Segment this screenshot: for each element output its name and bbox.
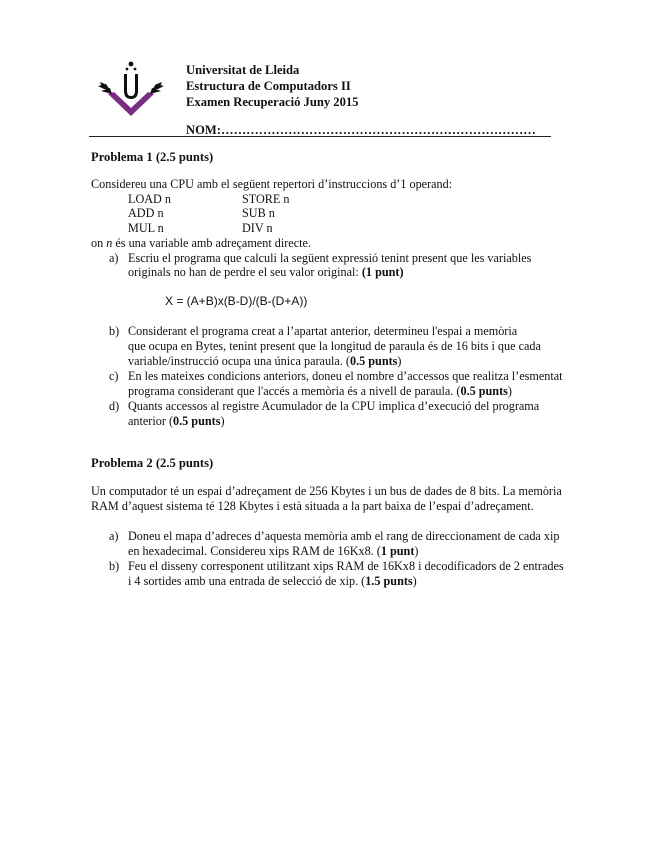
p1-b-line1: Considerant el programa creat a l’apartat anterior, determineu l'espai a memòria [128,324,518,338]
p1-b-line3: variable/instrucció ocupa una única paraula. (0.5 punts) [128,354,402,368]
p2-a-line2: en hexadecimal. Considereu xips RAM de 16Kx8. (1 punt) [128,544,419,558]
header-divider [89,136,551,137]
p2-b-line1: Feu el disseny corresponent utilitzant xips RAM de 16Kx8 i decodificadors de 2 entrades [128,559,564,573]
instruction-add: ADD n [128,206,164,220]
university-logo [96,60,166,120]
p1-c-line2: programa considerant que l'accés a memòria és a nivell de paraula. (0.5 punts) [128,384,512,398]
exam-title: Examen Recuperació Juny 2015 [186,95,359,109]
p1-c-line1: En les mateixes condicions anteriors, doneu el nombre d’accessos que realitza l’esmentat [128,369,563,383]
p2-b-marker: b) [109,559,120,573]
p1-a-marker: a) [109,251,119,265]
p1-d-line2: anterior (0.5 punts) [128,414,225,428]
p2-b-line2: i 4 sortides amb una entrada de selecció de xip. (1.5 punts) [128,574,417,588]
course-name: Estructura de Computadors II [186,79,351,93]
p1-d-marker: d) [109,399,120,413]
instruction-mul: MUL n [128,221,164,235]
p1-b-marker: b) [109,324,120,338]
name-field: NOM:………………………………………………………………… [186,123,536,137]
p2-a-line1: Doneu el mapa d’adreces d’aquesta memòria amb el rang de direccionament de cada xip [128,529,560,543]
problem2-intro1: Un computador té un espai d’adreçament de 256 Kbytes i un bus de dades de 8 bits. La memòria [91,484,562,498]
instruction-load: LOAD n [128,192,171,206]
operand-note: on n és una variable amb adreçament directe. [91,236,311,250]
p1-d-line1: Quants accessos al registre Acumulador de la CPU implica d’execució del programa [128,399,540,413]
university-name: Universitat de Lleida [186,63,300,77]
problem1-intro: Considereu una CPU amb el següent repertori d’instruccions d’1 operand: [91,177,453,191]
expression: X = (A+B)x(B-D)/(B-(D+A)) [165,294,308,308]
problem2-intro2: RAM d’aquest sistema té 128 Kbytes i està situada a la part baixa de l’espai d’adreçament. [91,499,534,513]
p2-a-marker: a) [109,529,119,543]
p1-b-line2: que ocupa en Bytes, tenint present que la longitud de paraula és de 16 bits i que cada [128,339,541,353]
p1-a-line1: Escriu el programa que calculi la següent expressió tenint present que les variables [128,251,532,265]
problem1-title: Problema 1 (2.5 punts) [91,150,214,164]
problem2-title: Problema 2 (2.5 punts) [91,456,214,470]
instruction-div: DIV n [242,221,273,235]
p1-a-line2: originals no han de perdre el seu valor original: (1 punt) [128,265,404,279]
p1-c-marker: c) [109,369,119,383]
instruction-store: STORE n [242,192,290,206]
instruction-sub: SUB n [242,206,275,220]
